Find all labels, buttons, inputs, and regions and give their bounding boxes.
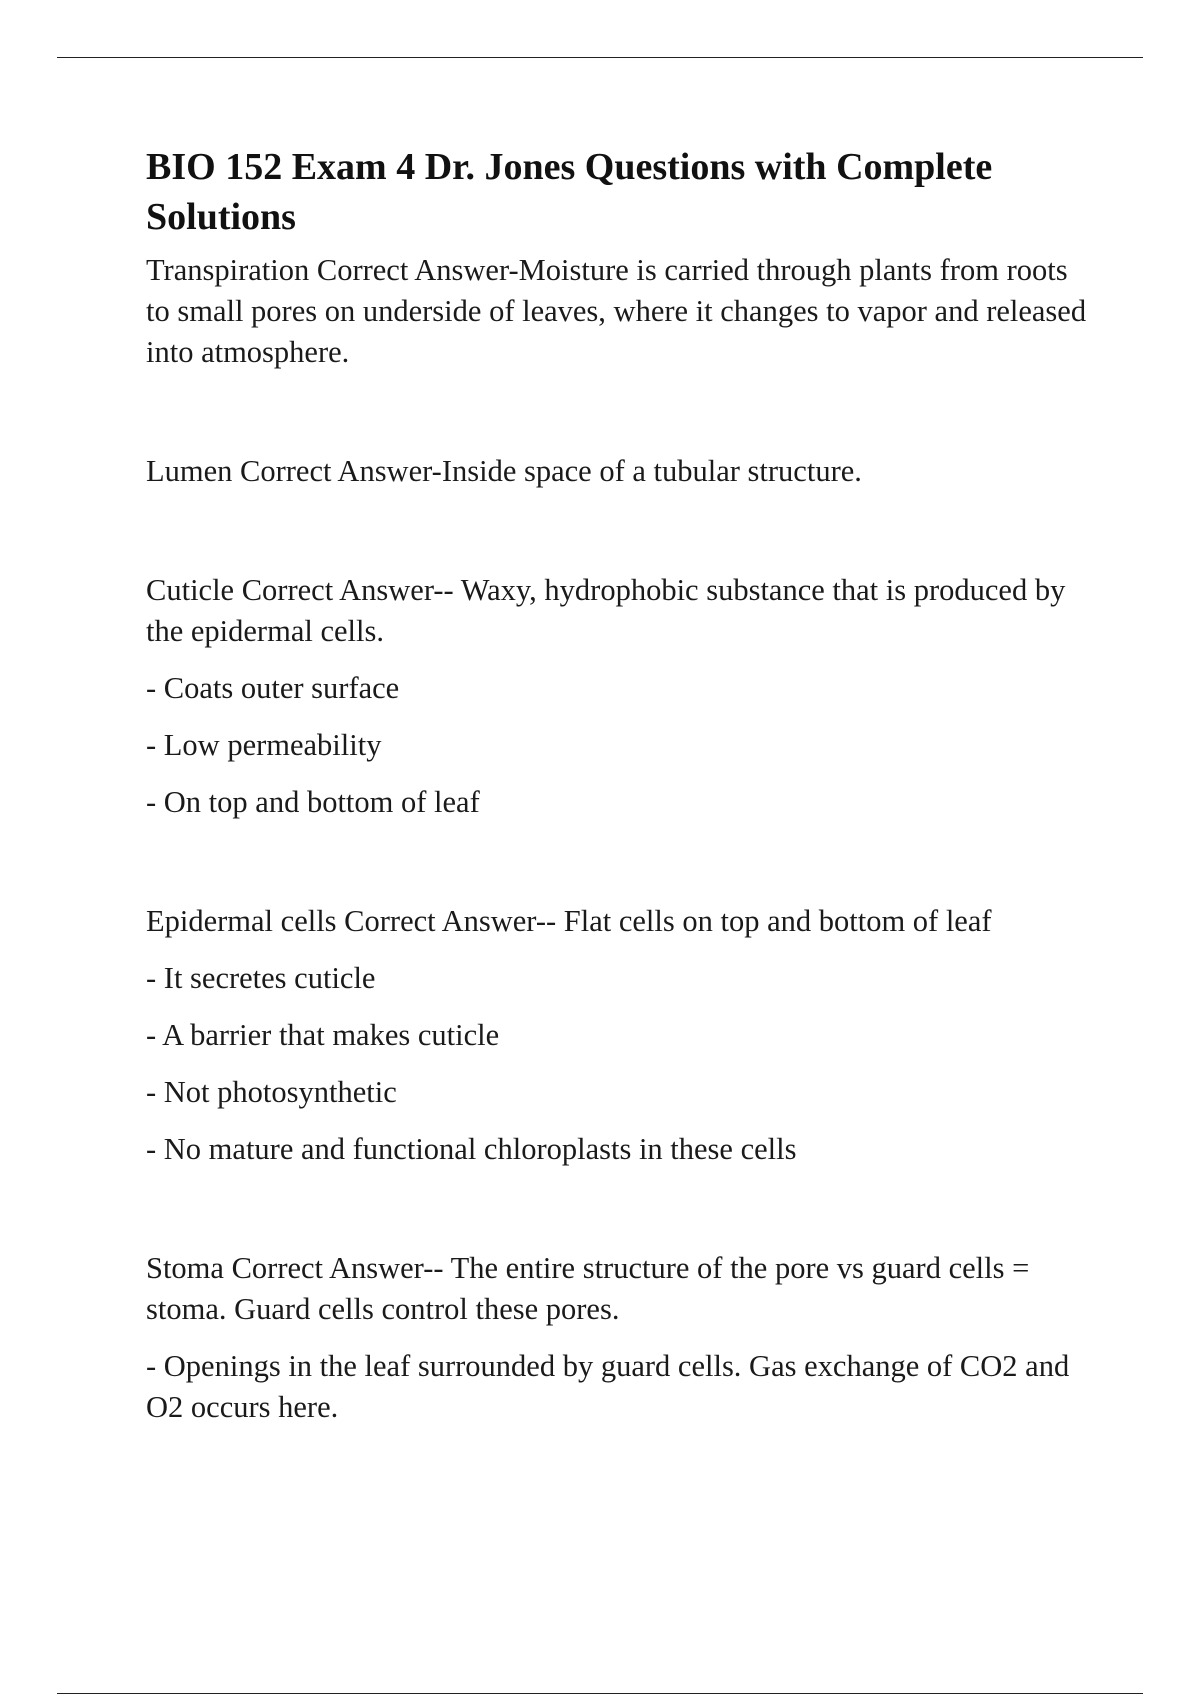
entry-text: Lumen Correct Answer-Inside space of a tubular structure. xyxy=(146,454,862,488)
entry-lumen xyxy=(146,451,1096,492)
document-body xyxy=(146,142,1096,1506)
bullet-item: - No mature and functional chloroplasts in these cells xyxy=(146,1132,797,1166)
bullet-item: - On top and bottom of leaf xyxy=(146,785,480,819)
document-title: BIO 152 Exam 4 Dr. Jones Questions with Complete Solutions xyxy=(146,146,993,238)
entry-cuticle xyxy=(146,570,1096,823)
bullet-item: - It secretes cuticle xyxy=(146,961,376,995)
entry-text: Stoma Correct Answer-- The entire structure of the pore vs guard cells = stoma. Guard cells control these pores. xyxy=(146,1251,1030,1326)
entry-text: Cuticle Correct Answer-- Waxy, hydrophobic substance that is produced by the epidermal cells. xyxy=(146,573,1066,648)
footer-divider xyxy=(57,1693,1143,1694)
bullet-item: - Coats outer surface xyxy=(146,671,400,705)
bullet-item: - Low permeability xyxy=(146,728,382,762)
entry-transpiration xyxy=(146,250,1096,373)
entry-text: Transpiration Correct Answer-Moisture is carried through plants from roots to small pores on underside of leaves, where it changes to vapor and released into atmosphere. xyxy=(146,253,1087,369)
entry-text: Epidermal cells Correct Answer-- Flat cells on top and bottom of leaf xyxy=(146,904,992,938)
bullet-item: - Not photosynthetic xyxy=(146,1075,397,1109)
bullet-item: - A barrier that makes cuticle xyxy=(146,1018,500,1052)
bullet-item: - Openings in the leaf surrounded by guard cells. Gas exchange of CO2 and O2 occurs here. xyxy=(146,1349,1070,1424)
header-divider xyxy=(57,57,1143,58)
entry-epidermal-cells xyxy=(146,901,1096,1170)
entry-stoma xyxy=(146,1248,1096,1428)
